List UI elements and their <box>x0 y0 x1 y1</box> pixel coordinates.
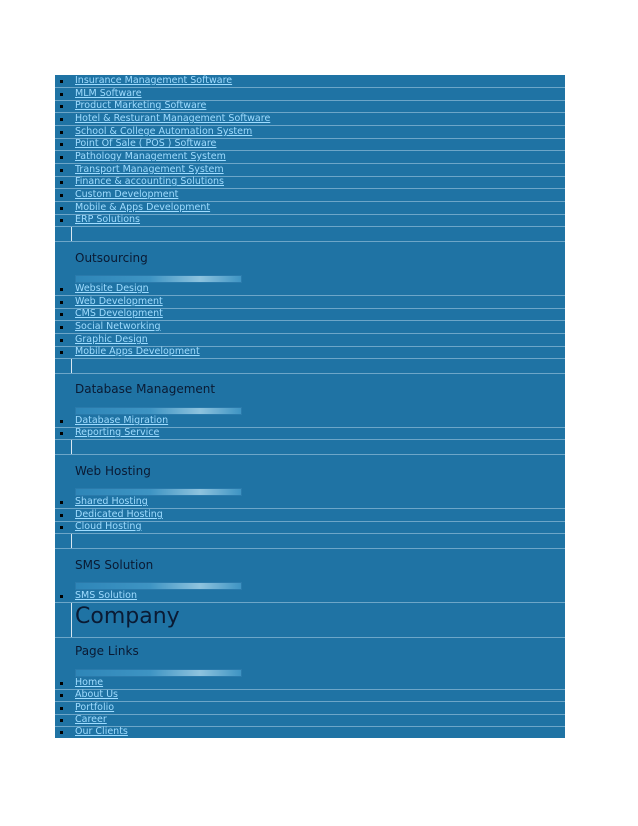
company-heading-row <box>55 603 565 638</box>
list-item <box>55 726 565 738</box>
link-mobile-apps-development[interactable]: Mobile & Apps Development <box>75 202 211 213</box>
bullet-icon <box>60 351 63 354</box>
list-item <box>55 346 565 359</box>
bullet-icon <box>60 731 63 734</box>
spacer-row <box>55 440 565 455</box>
heading-underline-bar <box>75 407 242 415</box>
bullet-icon <box>60 595 63 598</box>
bullet-icon <box>60 131 63 134</box>
section-heading-outsourcing: Outsourcing <box>75 251 148 265</box>
bullet-icon <box>60 501 63 504</box>
divider <box>71 534 72 548</box>
spacer-row <box>55 227 565 242</box>
list-item <box>55 689 565 702</box>
link-product-marketing-software[interactable]: Product Marketing Software <box>75 100 207 111</box>
link-our-clients[interactable]: Our Clients <box>75 726 128 737</box>
bullet-icon <box>60 694 63 697</box>
link-portfolio[interactable]: Portfolio <box>75 702 115 713</box>
link-career[interactable]: Career <box>75 714 107 725</box>
bullet-icon <box>60 326 63 329</box>
section-heading-page-links: Page Links <box>75 644 139 658</box>
list-item <box>55 214 565 227</box>
bullet-icon <box>60 93 63 96</box>
bullet-icon <box>60 194 63 197</box>
heading-underline-bar <box>75 275 242 283</box>
list-item <box>55 113 565 126</box>
bullet-icon <box>60 514 63 517</box>
bullet-icon <box>60 526 63 529</box>
list-item <box>55 308 565 321</box>
list-item <box>55 75 565 88</box>
list-item <box>55 151 565 164</box>
bullet-icon <box>60 682 63 685</box>
bullet-icon <box>60 719 63 722</box>
link-social-networking[interactable]: Social Networking <box>75 321 161 332</box>
bullet-icon <box>60 118 63 121</box>
link-reporting-service[interactable]: Reporting Service <box>75 427 160 438</box>
company-heading: Company <box>75 604 180 629</box>
spacer-row <box>55 534 565 549</box>
link-graphic-design[interactable]: Graphic Design <box>75 334 148 345</box>
link-finance-accounting[interactable]: Finance & accounting Solutions <box>75 176 224 187</box>
bullet-icon <box>60 169 63 172</box>
bullet-icon <box>60 339 63 342</box>
link-hotel-resturant-software[interactable]: Hotel & Resturant Management Software <box>75 113 271 124</box>
bullet-icon <box>60 313 63 316</box>
link-shared-hosting[interactable]: Shared Hosting <box>75 496 148 507</box>
link-pathology-management[interactable]: Pathology Management System <box>75 151 226 162</box>
link-cms-development[interactable]: CMS Development <box>75 308 163 319</box>
bullet-icon <box>60 420 63 423</box>
list-item <box>55 100 565 113</box>
bullet-icon <box>60 288 63 291</box>
list-item <box>55 138 565 151</box>
link-point-of-sale[interactable]: Point Of Sale ( POS ) Software <box>75 138 217 149</box>
link-erp-solutions[interactable]: ERP Solutions <box>75 214 141 225</box>
list-item <box>55 496 565 509</box>
heading-underline-bar <box>75 488 242 496</box>
bullet-icon <box>60 80 63 83</box>
bullet-icon <box>60 156 63 159</box>
link-home[interactable]: Home <box>75 677 104 688</box>
link-cloud-hosting[interactable]: Cloud Hosting <box>75 521 142 532</box>
spacer-row <box>55 359 565 374</box>
link-website-design[interactable]: Website Design <box>75 283 149 294</box>
link-school-college-automation[interactable]: School & College Automation System <box>75 126 253 137</box>
section-heading-database: Database Management <box>75 382 216 396</box>
heading-underline-bar <box>75 582 242 590</box>
divider <box>71 227 72 241</box>
divider <box>71 359 72 373</box>
section-heading-web-hosting: Web Hosting <box>75 464 151 478</box>
list-item <box>55 521 565 534</box>
footer-links-panel <box>55 75 565 738</box>
heading-underline-bar <box>75 669 242 677</box>
bullet-icon <box>60 301 63 304</box>
link-database-migration[interactable]: Database Migration <box>75 415 169 426</box>
list-item <box>55 176 565 189</box>
list-item <box>55 590 565 603</box>
section-heading-sms: SMS Solution <box>75 558 154 572</box>
divider <box>71 603 72 637</box>
link-custom-development[interactable]: Custom Development <box>75 189 179 200</box>
link-web-development[interactable]: Web Development <box>75 296 163 307</box>
bullet-icon <box>60 707 63 710</box>
list-item <box>55 427 565 440</box>
link-mobile-apps-development-2[interactable]: Mobile Apps Development <box>75 346 200 357</box>
link-insurance-management-software[interactable]: Insurance Management Software <box>75 75 233 86</box>
bullet-icon <box>60 105 63 108</box>
link-mlm-software[interactable]: MLM Software <box>75 88 142 99</box>
divider <box>71 440 72 454</box>
list-item <box>55 189 565 202</box>
link-transport-management[interactable]: Transport Management System <box>75 164 224 175</box>
list-item <box>55 283 565 296</box>
bullet-icon <box>60 143 63 146</box>
link-about-us[interactable]: About Us <box>75 689 119 700</box>
list-item <box>55 321 565 334</box>
bullet-icon <box>60 181 63 184</box>
bullet-icon <box>60 432 63 435</box>
bullet-icon <box>60 207 63 210</box>
bullet-icon <box>60 219 63 222</box>
link-sms-solution[interactable]: SMS Solution <box>75 590 137 601</box>
link-dedicated-hosting[interactable]: Dedicated Hosting <box>75 509 163 520</box>
